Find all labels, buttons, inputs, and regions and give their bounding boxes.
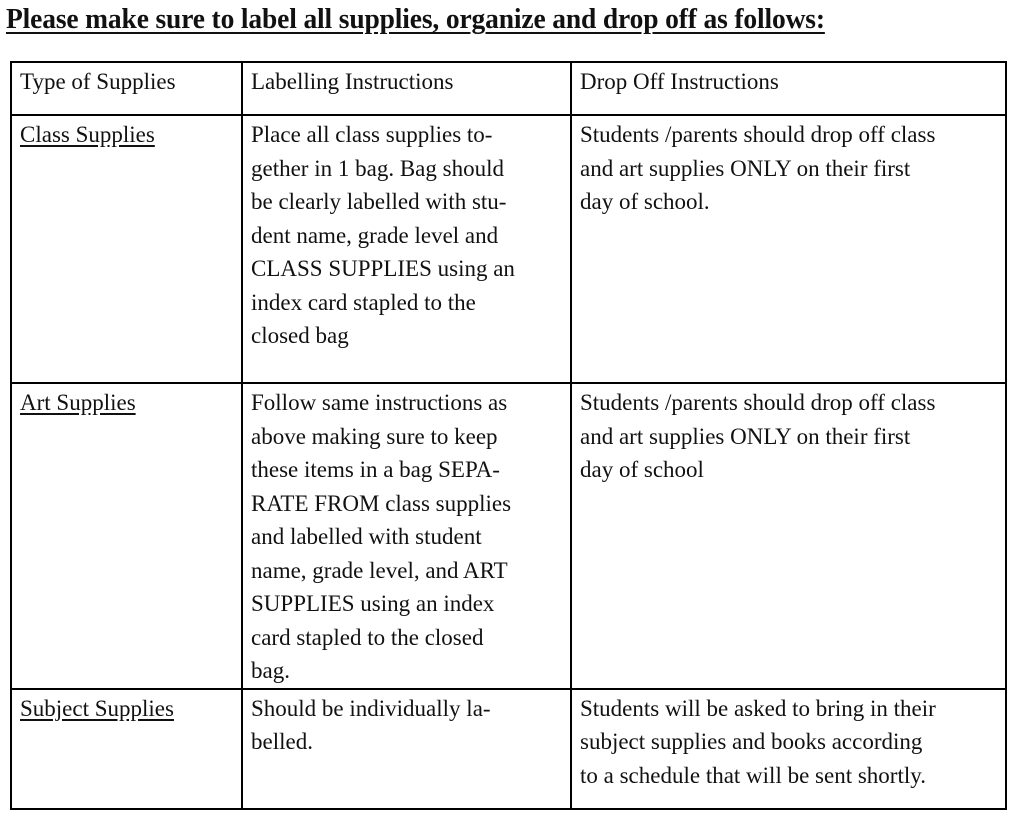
text-line: CLASS SUPPLIES using an: [251, 256, 515, 281]
cell-dropoff: [571, 689, 1006, 809]
text-line: SUPPLIES using an index: [251, 591, 495, 616]
cell-type: [11, 383, 242, 689]
text-line: these items in a bag SEPA-: [251, 457, 500, 482]
text-line: gether in 1 bag. Bag should: [251, 155, 504, 181]
cell-type: [11, 115, 242, 383]
cell-dropoff: [571, 115, 1006, 383]
text-line: day of school.: [580, 189, 710, 214]
cell-labelling: [242, 383, 571, 689]
text-line: Students /parents should drop off class: [580, 122, 936, 147]
text-line: card stapled to the closed: [251, 624, 484, 650]
text-line: above making sure to keep: [251, 423, 498, 449]
text-line: Students will be asked to bring in their: [580, 695, 936, 721]
supply-type-label: Class Supplies: [20, 122, 155, 147]
text-line: Should be individually la-: [251, 695, 491, 721]
supply-type-label: Subject Supplies: [20, 695, 174, 721]
supplies-table: [10, 61, 1007, 810]
header-type: Type of Supplies: [11, 62, 242, 115]
text-line: and labelled with student: [251, 524, 482, 549]
cell-dropoff: [571, 383, 1006, 689]
table-row-art-supplies: [11, 383, 1006, 689]
text-line: subject supplies and books according: [580, 729, 923, 754]
text-line: day of school: [580, 457, 704, 482]
supply-type-label: Art Supplies: [20, 390, 136, 415]
cell-labelling: [242, 115, 571, 383]
table-row-class-supplies: [11, 115, 1006, 383]
table-header-row: [11, 62, 1006, 115]
text-line: RATE FROM class supplies: [251, 490, 512, 516]
text-line: be clearly labelled with stu-: [251, 189, 507, 214]
text-line: and art supplies ONLY on their first: [580, 423, 911, 449]
text-line: and art supplies ONLY on their first: [580, 155, 911, 181]
header-labelling: Labelling Instructions: [242, 62, 571, 115]
cell-type: [11, 689, 242, 809]
text-line: bag.: [251, 658, 290, 683]
header-dropoff: Drop Off Instructions: [571, 62, 1006, 115]
text-line: index card stapled to the: [251, 289, 476, 315]
text-line: closed bag: [251, 323, 349, 348]
text-line: belled.: [251, 729, 313, 754]
text-line: name, grade level, and ART: [251, 557, 508, 583]
text-line: dent name, grade level and: [251, 222, 499, 248]
page-heading: Please make sure to label all supplies, organize and drop off as follows:: [6, 4, 825, 35]
table-row-subject-supplies: [11, 689, 1006, 809]
text-line: to a schedule that will be sent shortly.: [580, 762, 926, 788]
cell-labelling: [242, 689, 571, 809]
text-line: Place all class supplies to-: [251, 122, 493, 147]
text-line: Follow same instructions as: [251, 390, 508, 415]
text-line: Students /parents should drop off class: [580, 390, 936, 415]
